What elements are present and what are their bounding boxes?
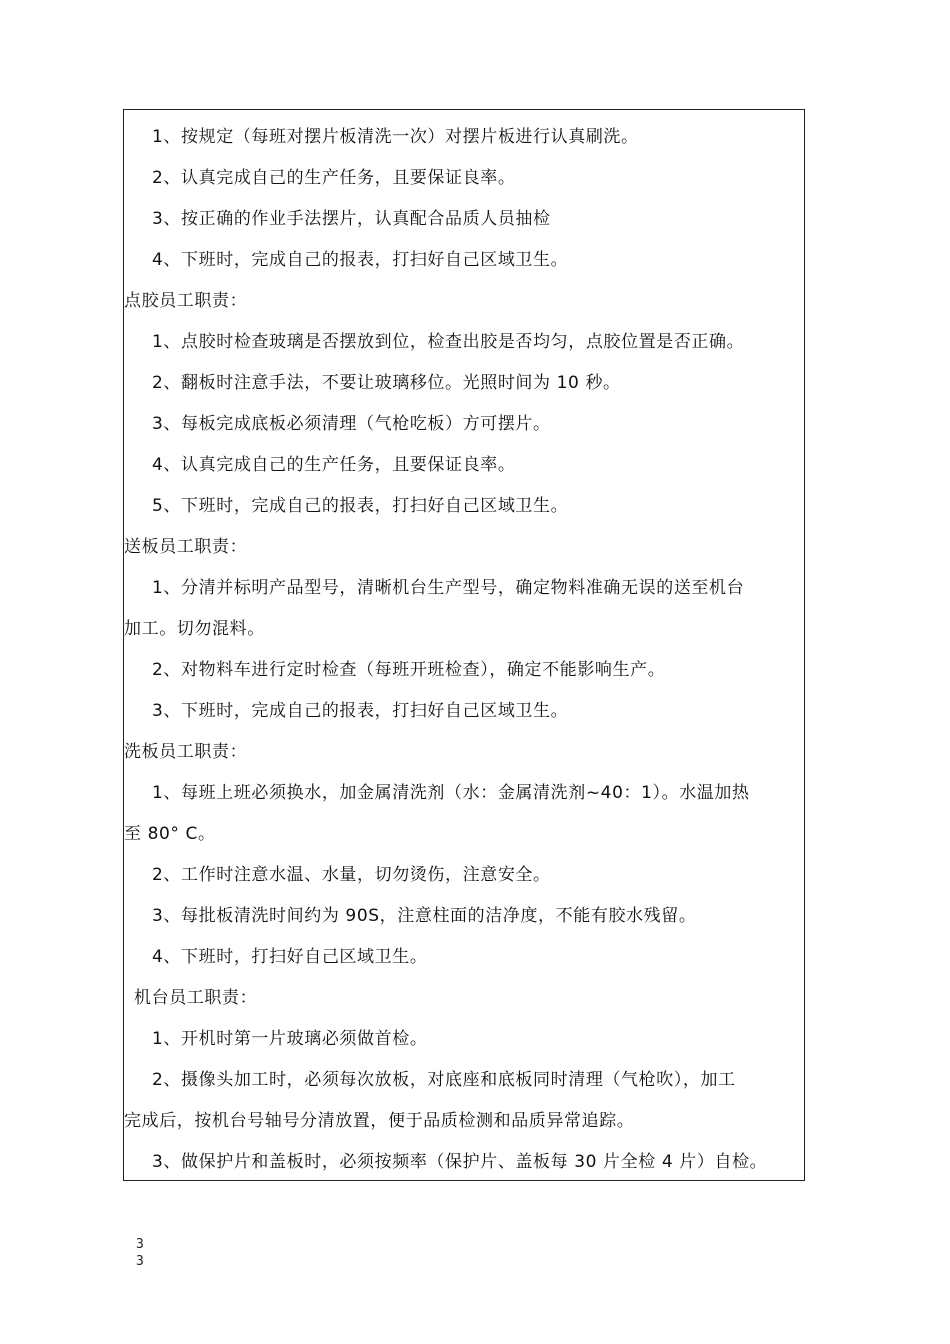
text-line: 1、点胶时检查玻璃是否摆放到位，检查出胶是否均匀，点胶位置是否正确。 (152, 332, 745, 352)
text-line: 3、每板完成底板必须清理（气枪吃板）方可摆片。 (152, 414, 551, 434)
text-line: 加工。切勿混料。 (124, 619, 265, 639)
page-number: 3 (136, 1237, 144, 1252)
section-heading: 点胶员工职责： (124, 291, 248, 311)
section-heading: 送板员工职责： (124, 537, 248, 557)
text-line: 3、下班时，完成自己的报表，打扫好自己区域卫生。 (152, 701, 569, 721)
text-line: 1、按规定（每班对摆片板清洗一次）对摆片板进行认真刷洗。 (152, 127, 639, 147)
duty-table-cell (123, 109, 805, 1181)
text-line: 2、翻板时注意手法，不要让玻璃移位。光照时间为 10 秒。 (152, 373, 621, 393)
text-line: 4、认真完成自己的生产任务，且要保证良率。 (152, 455, 516, 475)
text-line: 2、对物料车进行定时检查（每班开班检查），确定不能影响生产。 (152, 660, 666, 680)
text-line: 5、下班时，完成自己的报表，打扫好自己区域卫生。 (152, 496, 569, 516)
text-line: 4、下班时，完成自己的报表，打扫好自己区域卫生。 (152, 250, 569, 270)
text-line: 2、摄像头加工时，必须每次放板，对底座和底板同时清理（气枪吹），加工 (152, 1070, 736, 1090)
section-heading: 机台员工职责： (134, 988, 258, 1008)
text-line: 完成后，按机台号轴号分清放置，便于品质检测和品质异常追踪。 (124, 1111, 635, 1131)
text-line: 4、下班时，打扫好自己区域卫生。 (152, 947, 428, 967)
text-line: 3、按正确的作业手法摆片，认真配合品质人员抽检 (152, 209, 551, 229)
text-line: 2、认真完成自己的生产任务，且要保证良率。 (152, 168, 516, 188)
page-number: 3 (136, 1254, 144, 1269)
text-line: 1、每班上班必须换水，加金属清洗剂（水：金属清洗剂~40：1）。水温加热 (152, 783, 750, 803)
text-line: 3、做保护片和盖板时，必须按频率（保护片、盖板每 30 片全检 4 片）自检。 (152, 1152, 768, 1172)
section-heading: 洗板员工职责： (124, 742, 248, 762)
text-line: 至 80° C。 (124, 824, 216, 844)
text-line: 1、开机时第一片玻璃必须做首检。 (152, 1029, 428, 1049)
text-line: 1、分清并标明产品型号，清晰机台生产型号，确定物料准确无误的送至机台 (152, 578, 745, 598)
text-line: 3、每批板清洗时间约为 90S，注意柱面的洁净度，不能有胶水残留。 (152, 906, 697, 926)
text-line: 2、工作时注意水温、水量，切勿烫伤，注意安全。 (152, 865, 551, 885)
